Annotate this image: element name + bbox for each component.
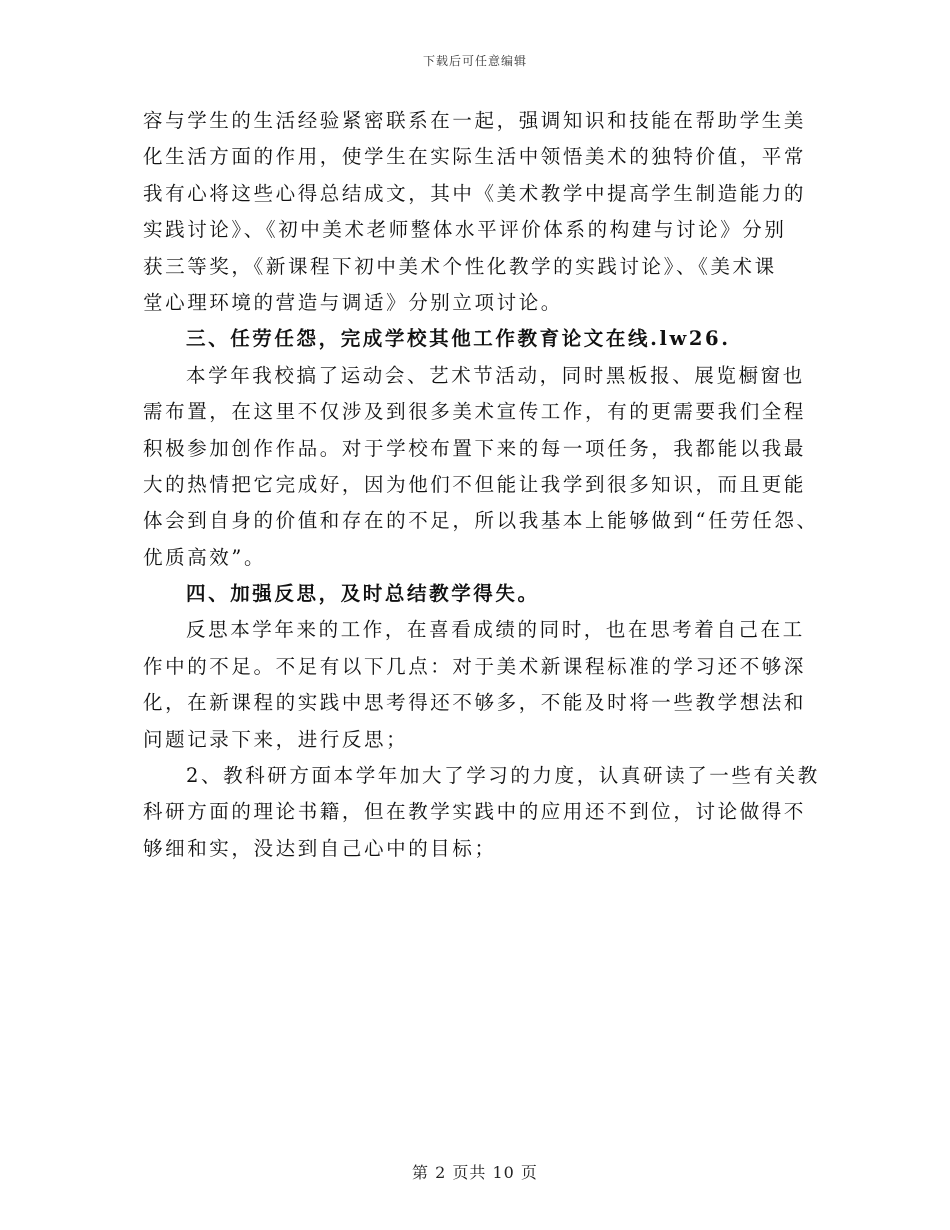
page-header: 下载后可任意编辑	[422, 54, 527, 68]
paragraph-line: 体会到自身的价值和存在的不足，所以我基本上能够做到“任劳任怨、	[143, 509, 819, 533]
paragraph-line: 堂心理环境的营造与调适》分别立项讨论。	[143, 290, 563, 314]
paragraph-line: 优质高效”。	[143, 545, 267, 569]
paragraph-line: 作中的不足。不足有以下几点：对于美术新课程标准的学习还不够深	[143, 654, 807, 678]
paragraph-line: 需布置，在这里不仅涉及到很多美术宣传工作，有的更需要我们全程	[143, 400, 807, 424]
paragraph-line: 积极参加创作作品。对于学校布置下来的每一项任务，我都能以我最	[143, 436, 807, 460]
document-body	[143, 103, 820, 867]
paragraph-line: 化，在新课程的实践中思考得还不够多，不能及时将一些教学想法和	[143, 691, 807, 715]
paragraph-line: 实践讨论》、《初中美术老师整体水平评价体系的构建与讨论》分别	[143, 218, 787, 242]
paragraph-line: 问题记录下来，进行反思；	[143, 727, 409, 751]
section-heading-4: 四、加强反思，及时总结教学得失。	[186, 582, 540, 606]
page-footer: 第 2 页共 10 页	[412, 1163, 538, 1182]
paragraph-line: 大的热情把它完成好，因为他们不但能让我学到很多知识，而且更能	[143, 472, 807, 496]
paragraph-line: 本学年我校搞了运动会、艺术节活动，同时黑板报、展览橱窗也	[186, 363, 805, 387]
paragraph-line: 够细和实，没达到自己心中的目标；	[143, 836, 497, 860]
paragraph-line: 容与学生的生活经验紧密联系在一起，强调知识和技能在帮助学生美	[143, 109, 807, 132]
paragraph-line: 反思本学年来的工作，在喜看成绩的同时，也在思考着自己在工	[186, 618, 805, 642]
paragraph-line: 获三等奖，《新课程下初中美术个性化教学的实践讨论》、《美术课	[143, 254, 777, 278]
section-heading-3: 三、任劳任怨，完成学校其他工作教育论文在线.lw26.	[186, 327, 731, 351]
paragraph-line: 科研方面的理论书籍，但在教学实践中的应用还不到位，讨论做得不	[143, 800, 807, 824]
paragraph-line: 我有心将这些心得总结成文，其中《美术教学中提高学生制造能力的	[143, 181, 807, 205]
paragraph-line: 化生活方面的作用，使学生在实际生活中领悟美术的独特价值，平常	[143, 145, 807, 169]
paragraph-line: 2、教科研方面本学年加大了学习的力度，认真研读了一些有关教	[186, 764, 820, 788]
